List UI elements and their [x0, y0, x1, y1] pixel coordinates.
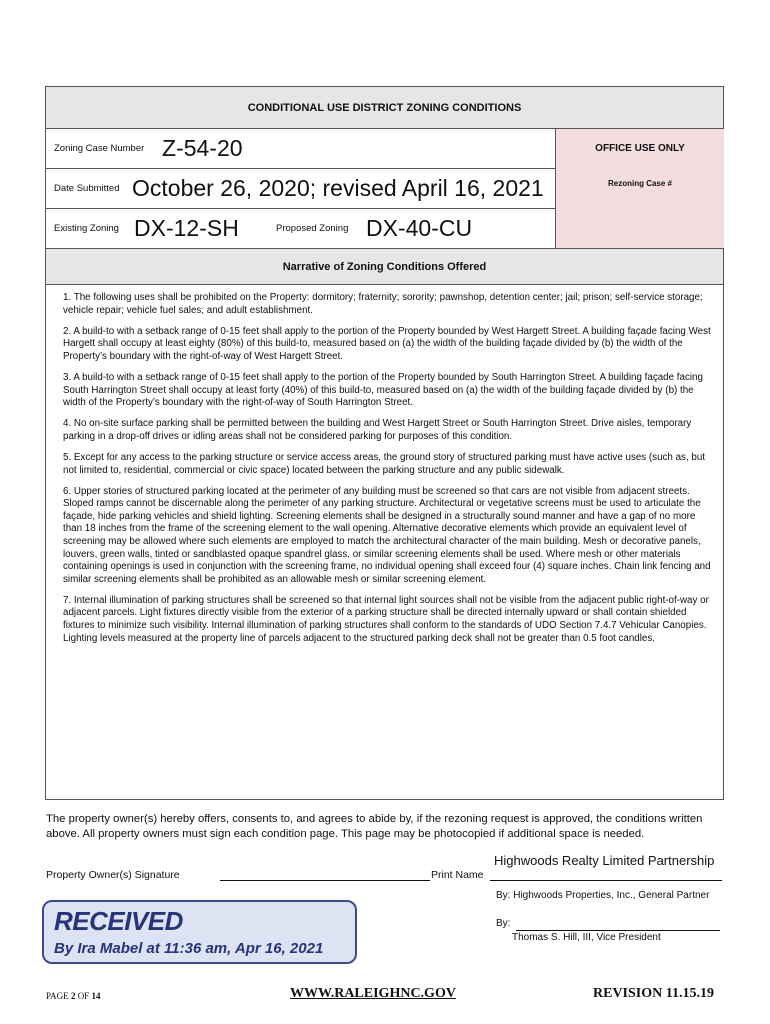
owner-signature-line[interactable] [220, 866, 430, 881]
by-label: By: [496, 918, 511, 929]
condition-item: 3. A build-to with a setback range of 0-15 feet shall apply to the portion of the Property bounded by South Harrington Street. A building façade facing South Harrington Street shall occupy at least forty (40%) of this build-to, measured based on (a) the width of the building façade divided by (b) the width of the Property’s boundary with the right-of-way of South Harrington Street. [63, 371, 703, 409]
existing-zoning-label: Existing Zoning [54, 223, 119, 234]
by-general-partner: By: Highwoods Properties, Inc., General Partner [496, 890, 710, 901]
condition-item: 7. Internal illumination of parking structures shall be screened so that internal light sources shall not be visible from the adjacent public right-of-way or adjacent parcels. Light fixtures directly visible from the exterior of a parking structure shall be directed internally upward or shall contain shielded fixtures to minimize such visibility. Internal illumination of parking structures shall conform to the standards of UDO Section 7.4.7 Vehicular Canopies. Lighting levels measured at the property line of parcels adjacent to the structured parking deck shall not be greater than 0.5 foot candles. [63, 594, 709, 644]
narrative-header: Narrative of Zoning Conditions Offered [46, 249, 723, 285]
form-title: CONDITIONAL USE DISTRICT ZONING CONDITIONS [46, 87, 723, 129]
date-submitted-label: Date Submitted [54, 183, 120, 194]
signer-name: Thomas S. Hill, III, Vice President [512, 932, 661, 943]
page-number: PAGE 2 OF 14 [46, 991, 101, 1001]
existing-zoning-value: DX-12-SH [134, 215, 239, 241]
condition-item: 1. The following uses shall be prohibited on the Property: dormitory; fraternity; sorority; pawnshop, detention center; jail; prison; self-service storage; vehicle repair; vehicle fuel sales; and adult establishment. [63, 292, 703, 316]
condition-item: 4. No on-site surface parking shall be permitted between the building and West Hargett Street or South Harrington Street. Drive aisles, temporary parking in a drop-off drives or idling areas shall not be considered parking for purposes of this condition. [63, 418, 692, 442]
case-number-label: Zoning Case Number [54, 143, 145, 154]
date-submitted-value: October 26, 2020; revised April 16, 2021 [132, 175, 544, 201]
date-submitted-row [46, 169, 556, 209]
condition-item: 2. A build-to with a setback range of 0-15 feet shall apply to the portion of the Property bounded by West Hargett Street. A building façade facing West Hargett shall occupy at least eighty (80%) of this build-to, measured based on (a) the width of the building façade divided by (b) the width of the Property’s boundary with the right-of-way of West Hargett Street. [63, 325, 711, 362]
stamp-subtitle: By Ira Mabel at 11:36 am, Apr 16, 2021 [54, 940, 324, 957]
revision-label: REVISION 11.15.19 [593, 986, 714, 1001]
by-signature-line[interactable] [516, 918, 720, 931]
stamp-title: RECEIVED [54, 906, 183, 936]
proposed-zoning-label: Proposed Zoning [276, 223, 349, 234]
case-number-value: Z-54-20 [162, 135, 243, 161]
zoning-conditions-form [45, 86, 724, 800]
office-use-box [556, 129, 724, 249]
print-name-value: Highwoods Realty Limited Partnership [494, 853, 715, 868]
print-name-label: Print Name [431, 869, 484, 881]
office-use-title: OFFICE USE ONLY [595, 143, 685, 154]
case-number-row [46, 129, 556, 169]
owner-signature-label: Property Owner(s) Signature [46, 869, 180, 881]
print-name-line[interactable] [490, 866, 722, 881]
website-link[interactable]: WWW.RALEIGHNC.GOV [290, 986, 456, 1001]
received-stamp [42, 900, 357, 964]
rezoning-case-label: Rezoning Case # [607, 179, 672, 188]
condition-item: 6. Upper stories of structured parking located at the perimeter of any building must be screened so that cars are not visible from adjacent streets. Sloped ramps cannot be discernable along the perimeter of any parking structure. Architectural or vegetative screens must be used to articulate the façade, hide parking vehicles and shield lighting. Screening elements shall be designed in a structurally sound manner and have a gap of no more than 18 inches from the frame of the screening element to the wall opening. Alternative decorative elements which provide an equivalent level of screening may be allowed where such elements are employed to match the architectural character of the main building. Mesh or decorative panels, louvers, green walls, tinted or sandblasted opaque spandrel glass, or similar screening elements shall be used. Where mesh or other materials containing openings is used in conjunction with the screening frame, no individual opening shall exceed four (4) square inches. Chain link fencing and similar screening elements shall be prohibited as an allowable mesh or similar screening element. [63, 485, 711, 585]
proposed-zoning-value: DX-40-CU [366, 215, 473, 241]
zoning-row [46, 209, 556, 249]
condition-item: 5. Except for any access to the parking structure or service access areas, the ground story of structured parking must have active uses (such as, but not limited to, residential, commercial or civic space) located between the parking structure and any public sidewalk. [63, 451, 706, 476]
conditions-list [63, 292, 711, 654]
consent-statement: The property owner(s) hereby offers, consents to, and agrees to abide by, if the rezoning request is approved, the conditions written above. All property owners must sign each condition page. This page may be photocopied if additional space is needed. [46, 813, 703, 840]
